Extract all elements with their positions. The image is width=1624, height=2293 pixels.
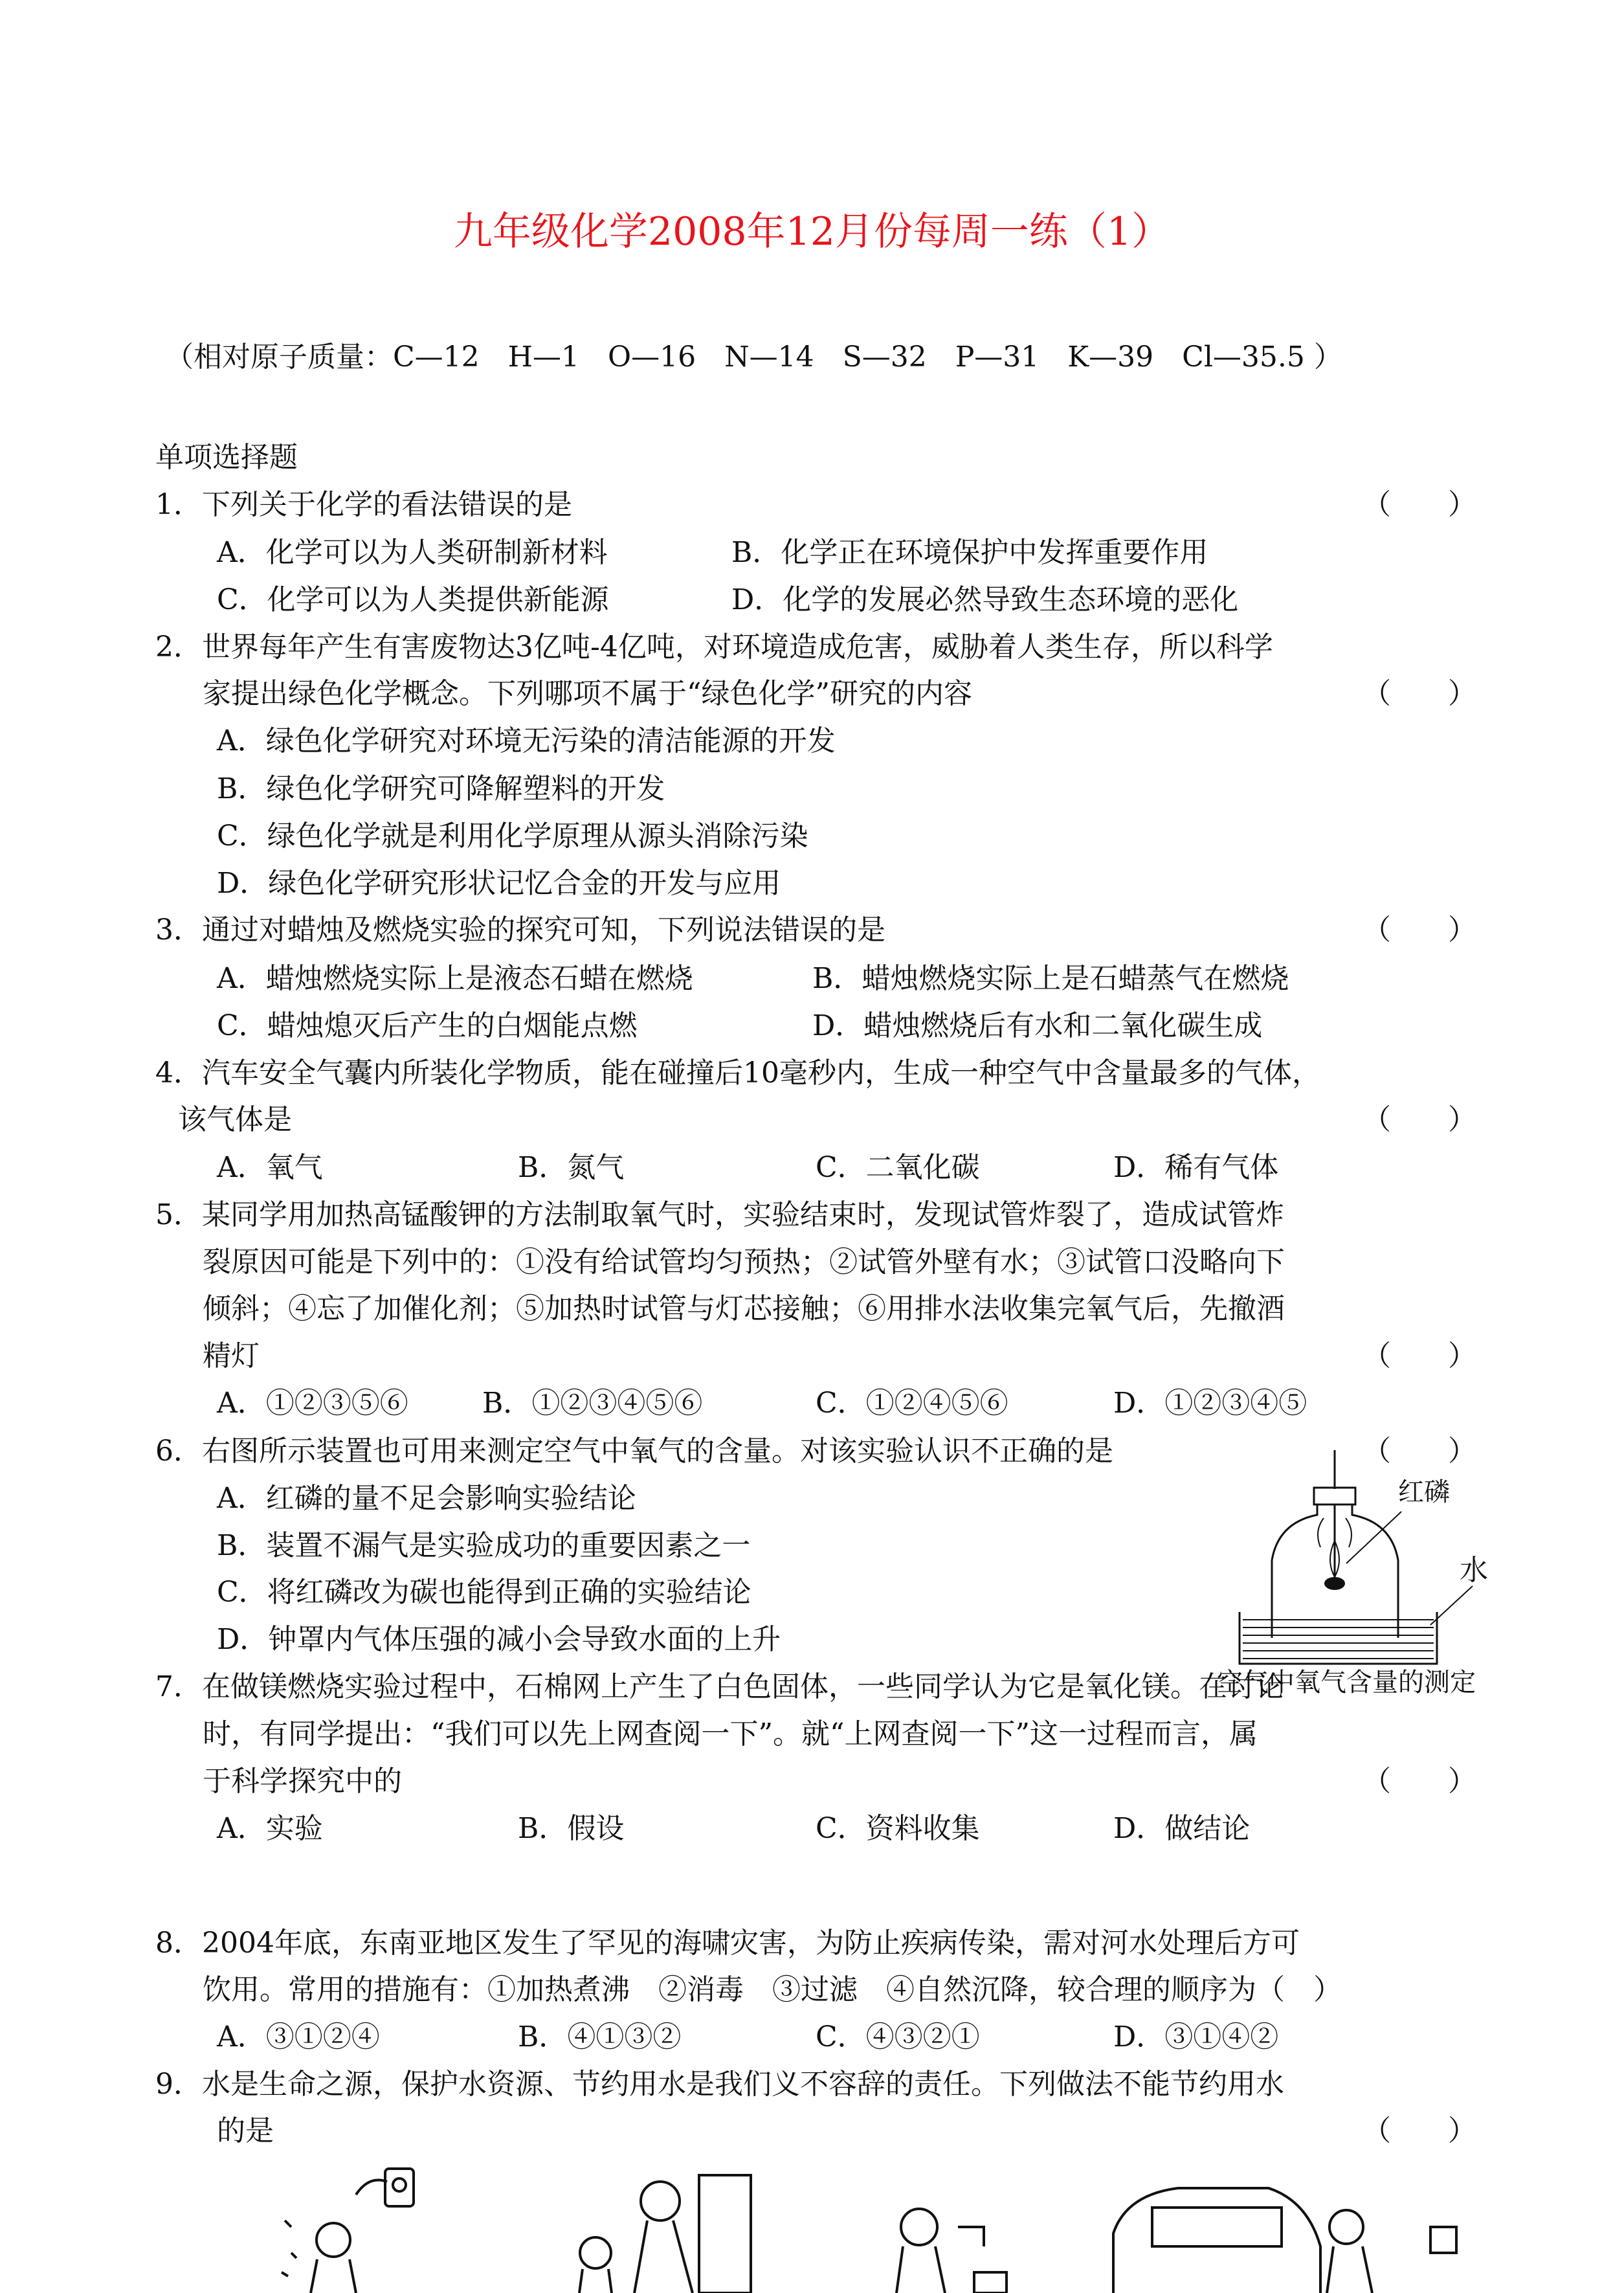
q7-stem-line3: 于科学探究中的 <box>203 1765 402 1798</box>
q8-option-d: D．③①④② <box>1113 2020 1279 2053</box>
q7-option-a: A．实验 <box>217 1812 323 1845</box>
q8-option-c: C．④③②① <box>816 2020 980 2053</box>
q4-stem-line2: 该气体是 <box>178 1103 292 1136</box>
q4-option-b: B．氮气 <box>518 1151 625 1184</box>
q6-option-a: A．红磷的量不足会影响实验结论 <box>217 1482 636 1515</box>
q4-answer-blank: （ ） <box>1363 1103 1476 1136</box>
q5-stem-line1: 5．某同学用加热高锰酸钾的方法制取氧气时，实验结束时，发现试管炸裂了，造成试管炸 <box>155 1198 1284 1231</box>
q2-answer-blank: （ ） <box>1363 677 1476 710</box>
q7-option-c: C．资料收集 <box>816 1812 980 1845</box>
q2-option-d: D．绿色化学研究形状记忆合金的开发与应用 <box>217 867 781 900</box>
q2-stem-line1: 2．世界每年产生有害废物达3亿吨-4亿吨，对环境造成危害，威胁着人类生存，所以科学 <box>155 631 1273 664</box>
q9-stem-line2: 的是 <box>217 2114 274 2147</box>
q5-option-c: C．①②④⑤⑥ <box>816 1387 1008 1420</box>
q1-option-c: C．化学可以为人类提供新能源 <box>217 583 609 616</box>
q3-stem: 3．通过对蜡烛及燃烧实验的探究可知，下列说法错误的是 <box>155 913 885 946</box>
q3-option-c: C．蜡烛熄灭后产生的白烟能点燃 <box>217 1009 638 1042</box>
q1-option-d: D．化学的发展必然导致生态环境的恶化 <box>731 583 1239 616</box>
figure-label-phosphorus: 红磷 <box>1398 1478 1450 1506</box>
q6-option-d: D．钟罩内气体压强的减小会导致水面的上升 <box>217 1623 781 1656</box>
q5-option-a: A．①②③⑤⑥ <box>217 1387 408 1420</box>
q8-stem-line1: 8．2004年底，东南亚地区发生了罕见的海啸灾害，为防止疾病传染，需对河水处理后方可 <box>155 1927 1300 1960</box>
section-heading: 单项选择题 <box>155 441 298 474</box>
q7-option-d: D．做结论 <box>1113 1812 1251 1845</box>
q7-answer-blank: （ ） <box>1363 1765 1476 1798</box>
q3-answer-blank: （ ） <box>1363 913 1476 946</box>
q6-option-c: C．将红磷改为碳也能得到正确的实验结论 <box>217 1576 751 1609</box>
q7-stem-line1: 7．在做镁燃烧实验过程中，石棉网上产生了白色固体，一些同学认为它是氧化镁。在讨论 <box>155 1670 1284 1703</box>
q1-answer-blank: （ ） <box>1363 488 1476 521</box>
q9-answer-blank: （ ） <box>1363 2114 1476 2147</box>
illustration-washing <box>579 2175 751 2293</box>
q3-option-d: D．蜡烛燃烧后有水和二氧化碳生成 <box>812 1009 1263 1042</box>
q9-stem-line1: 9．水是生命之源，保护水资源、节约用水是我们义不容辞的责任。下列做法不能节约用水 <box>155 2068 1284 2101</box>
q2-option-a: A．绿色化学研究对环境无污染的清洁能源的开发 <box>217 724 836 757</box>
q3-option-a: A．蜡烛燃烧实际上是液态石蜡在燃烧 <box>217 962 693 995</box>
q5-stem-line2: 裂原因可能是下列中的：①没有给试管均匀预热；②试管外壁有水；③试管口没略向下 <box>203 1246 1285 1279</box>
q8-stem-line2: 饮用。常用的措施有：①加热煮沸 ②消毒 ③过滤 ④自然沉降，较合理的顺序为（ ） <box>203 1973 1342 2006</box>
q4-option-c: C．二氧化碳 <box>816 1151 980 1184</box>
q5-stem-line3: 倾斜；④忘了加催化剂；⑤加热时试管与灯芯接触；⑥用排水法收集完氧气后，先撤酒 <box>203 1292 1285 1325</box>
figure-caption: 空气中氧气含量的测定 <box>1217 1668 1476 1696</box>
q4-option-d: D．稀有气体 <box>1113 1151 1279 1184</box>
q3-option-b: B．蜡烛燃烧实际上是石蜡蒸气在燃烧 <box>812 962 1289 995</box>
figure-label-water: 水 <box>1460 1554 1488 1586</box>
q4-option-a: A．氧气 <box>217 1151 323 1184</box>
q1-option-a: A．化学可以为人类研制新材料 <box>217 536 608 569</box>
q1-option-b: B．化学正在环境保护中发挥重要作用 <box>731 536 1208 569</box>
page-title: 九年级化学2008年12月份每周一练（1） <box>453 209 1171 254</box>
q1-stem: 1．下列关于化学的看法错误的是 <box>155 488 572 521</box>
q4-stem-line1: 4．汽车安全气囊内所装化学物质，能在碰撞后10毫秒内，生成一种空气中含量最多的气体， <box>155 1057 1320 1090</box>
atomic-mass-note: （相对原子质量：C—12 H—1 O—16 N—14 S—32 P—31 K—39 Cl—35.5 ） <box>165 341 1342 374</box>
illustration-faucet <box>896 2209 1007 2293</box>
q9-illustrations <box>272 2156 1502 2293</box>
illustration-car-wash <box>1113 2188 1456 2293</box>
illustration-shower <box>282 2169 414 2293</box>
q5-answer-blank: （ ） <box>1363 1339 1476 1372</box>
q6-option-b: B．装置不漏气是实验成功的重要因素之一 <box>217 1529 751 1562</box>
q5-stem-line4: 精灯 <box>203 1339 260 1372</box>
q5-option-d: D．①②③④⑤ <box>1113 1387 1307 1420</box>
q5-option-b: B．①②③④⑤⑥ <box>482 1387 703 1420</box>
q6-stem: 6．右图所示装置也可用来测定空气中氧气的含量。对该实验认识不正确的是 <box>155 1435 1113 1468</box>
q8-option-a: A．③①②④ <box>217 2020 380 2053</box>
q2-option-c: C．绿色化学就是利用化学原理从源头消除污染 <box>217 820 808 853</box>
oxygen-content-apparatus-figure <box>1217 1450 1502 1696</box>
q6-answer-blank: （ ） <box>1363 1435 1476 1468</box>
q2-stem-line2: 家提出绿色化学概念。下列哪项不属于“绿色化学”研究的内容 <box>203 677 972 710</box>
q2-option-b: B．绿色化学研究可降解塑料的开发 <box>217 772 665 805</box>
q7-stem-line2: 时，有同学提出：“我们可以先上网查阅一下”。就“上网查阅一下”这一过程而言，属 <box>203 1717 1258 1751</box>
q8-option-b: B．④①③② <box>518 2020 682 2053</box>
q7-option-b: B．假设 <box>518 1812 625 1845</box>
